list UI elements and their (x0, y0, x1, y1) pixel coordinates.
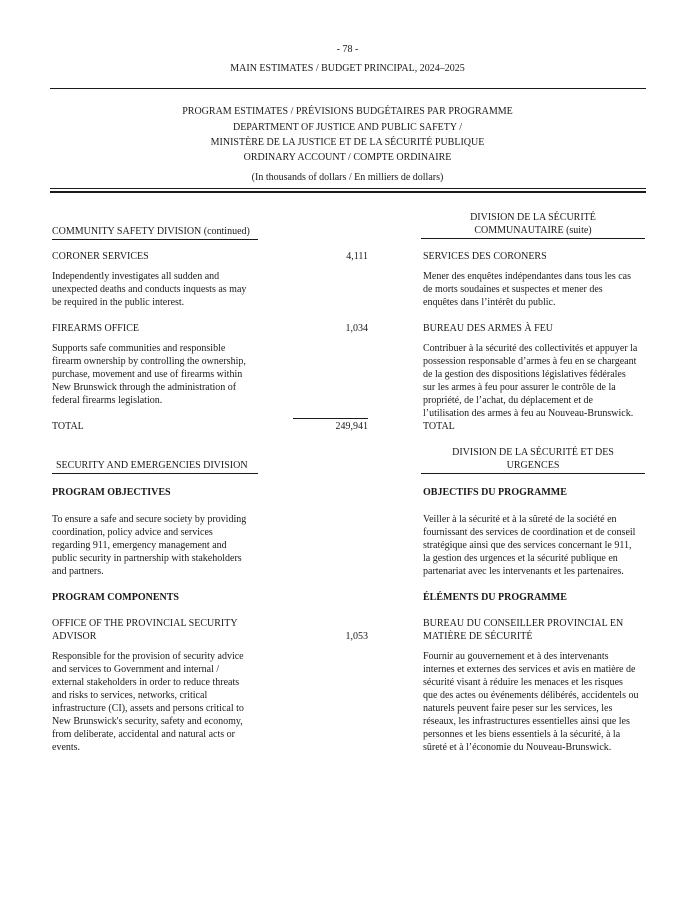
section2-title-fr-line2: URGENCES (421, 459, 645, 474)
total-label: TOTAL (52, 421, 84, 432)
header-rule-top (50, 88, 646, 89)
firearms-office-label: FIREARMS OFFICE (52, 323, 139, 334)
firearms-office-label-fr: BUREAU DES ARMES À FEU (423, 323, 554, 334)
security-advisor-desc-fr: Fournir au gouvernement et à des intervenants internes et externes des services et avis en matière de sécurité visant à réduire les menaces et les risques que des actes ou événements délibérés, accidentels ou naturels peuvent faire peser sur les services, les réseaux, les infrastructures essentielles ainsi que les personnes et les biens essentiels à la sécurité, à la sûreté et à l’économie du Nouveau-Brunswick. (423, 651, 639, 753)
coroner-services-desc-fr: Mener des enquêtes indépendantes dans tous les cas de morts soudaines et suspectes et mener des enquêtes dans l’intérêt du public. (423, 271, 631, 308)
department-heading-fr: MINISTÈRE DE LA JUSTICE ET DE LA SÉCURITÉ PUBLIQUE (210, 137, 485, 148)
coroner-services-label-fr: SERVICES DES CORONERS (423, 251, 547, 262)
page-number: - 78 - (336, 44, 359, 55)
section-title-fr-line2: COMMUNAUTAIRE (suite) (421, 224, 645, 239)
program-objectives-heading: PROGRAM OBJECTIVES (52, 487, 171, 498)
program-components-heading-fr: ÉLÉMENTS DU PROGRAMME (423, 592, 567, 603)
program-estimates-heading: PROGRAM ESTIMATES / PRÉVISIONS BUDGÉTAIRES PAR PROGRAMME (182, 106, 513, 117)
coroner-services-amount: 4,111 (346, 251, 368, 262)
header-rule-double-1 (50, 188, 646, 189)
security-advisor-desc: Responsible for the provision of security advice and services to Government and internal / external stakeholders in order to reduce threats and risks to services, networks, critical infrastructure (CI), assets and persons critical to New Brunswick's security, safety and economy, from deliberate, accidental and natural acts or events. (52, 651, 244, 753)
program-components-heading: PROGRAM COMPONENTS (52, 592, 179, 603)
program-objectives-text-fr: Veiller à la sécurité et à la sûreté de la société en fournissant des services de coordination et de conseil stratégique ainsi que des services concernant le 911, la gestion des urgences et la sécurité publique en partenariat avec les intervenants et les partenaires. (423, 514, 636, 577)
total-label-fr: TOTAL (423, 421, 455, 432)
firearms-office-amount: 1,034 (345, 323, 368, 334)
header-rule-double-2 (50, 191, 646, 193)
security-advisor-label: OFFICE OF THE PROVINCIAL SECURITY ADVISOR (52, 618, 238, 642)
running-head: MAIN ESTIMATES / BUDGET PRINCIPAL, 2024–2025 (230, 63, 465, 74)
section-title-fr-line1: DIVISION DE LA SÉCURITÉ (470, 212, 596, 223)
units-note: (In thousands of dollars / En milliers de dollars) (251, 172, 444, 183)
firearms-office-desc: Supports safe communities and responsible firearm ownership by controlling the ownership, purchase, movement and use of firearms within New Brunswick through the administration of federal firearms legislation. (52, 343, 246, 406)
program-objectives-text: To ensure a safe and secure society by providing coordination, policy advice and services regarding 911, emergency management and public security in partnership with stakeholders and partners. (52, 514, 247, 577)
section-title-en: COMMUNITY SAFETY DIVISION (continued) (52, 225, 258, 240)
program-objectives-heading-fr: OBJECTIFS DU PROGRAMME (423, 487, 567, 498)
department-heading-en: DEPARTMENT OF JUSTICE AND PUBLIC SAFETY / (232, 122, 463, 133)
security-advisor-label-fr: BUREAU DU CONSEILLER PROVINCIAL EN MATIÈRE DE SÉCURITÉ (423, 618, 624, 642)
firearms-office-desc-fr: Contribuer à la sécurité des collectivités et appuyer la possession responsable d’armes à feu en se chargeant de la gestion des dispositions législatives fédérales sur les armes à feu pour assurer le contrôle de la propriété, de l’achat, du déplacement et de l’utilisation des armes à feu au Nouveau-Brunswick. (423, 343, 638, 419)
total-amount: 249,941 (335, 421, 368, 432)
section2-title-en: SECURITY AND EMERGENCIES DIVISION (52, 459, 258, 474)
security-advisor-amount: 1,053 (345, 631, 368, 642)
account-heading: ORDINARY ACCOUNT / COMPTE ORDINAIRE (243, 152, 452, 163)
total-rule (293, 418, 368, 419)
section2-title-fr-line1: DIVISION DE LA SÉCURITÉ ET DES (452, 447, 614, 458)
coroner-services-label: CORONER SERVICES (52, 251, 149, 262)
coroner-services-desc: Independently investigates all sudden and unexpected deaths and conducts inquests as may be required in the public interest. (52, 271, 247, 308)
